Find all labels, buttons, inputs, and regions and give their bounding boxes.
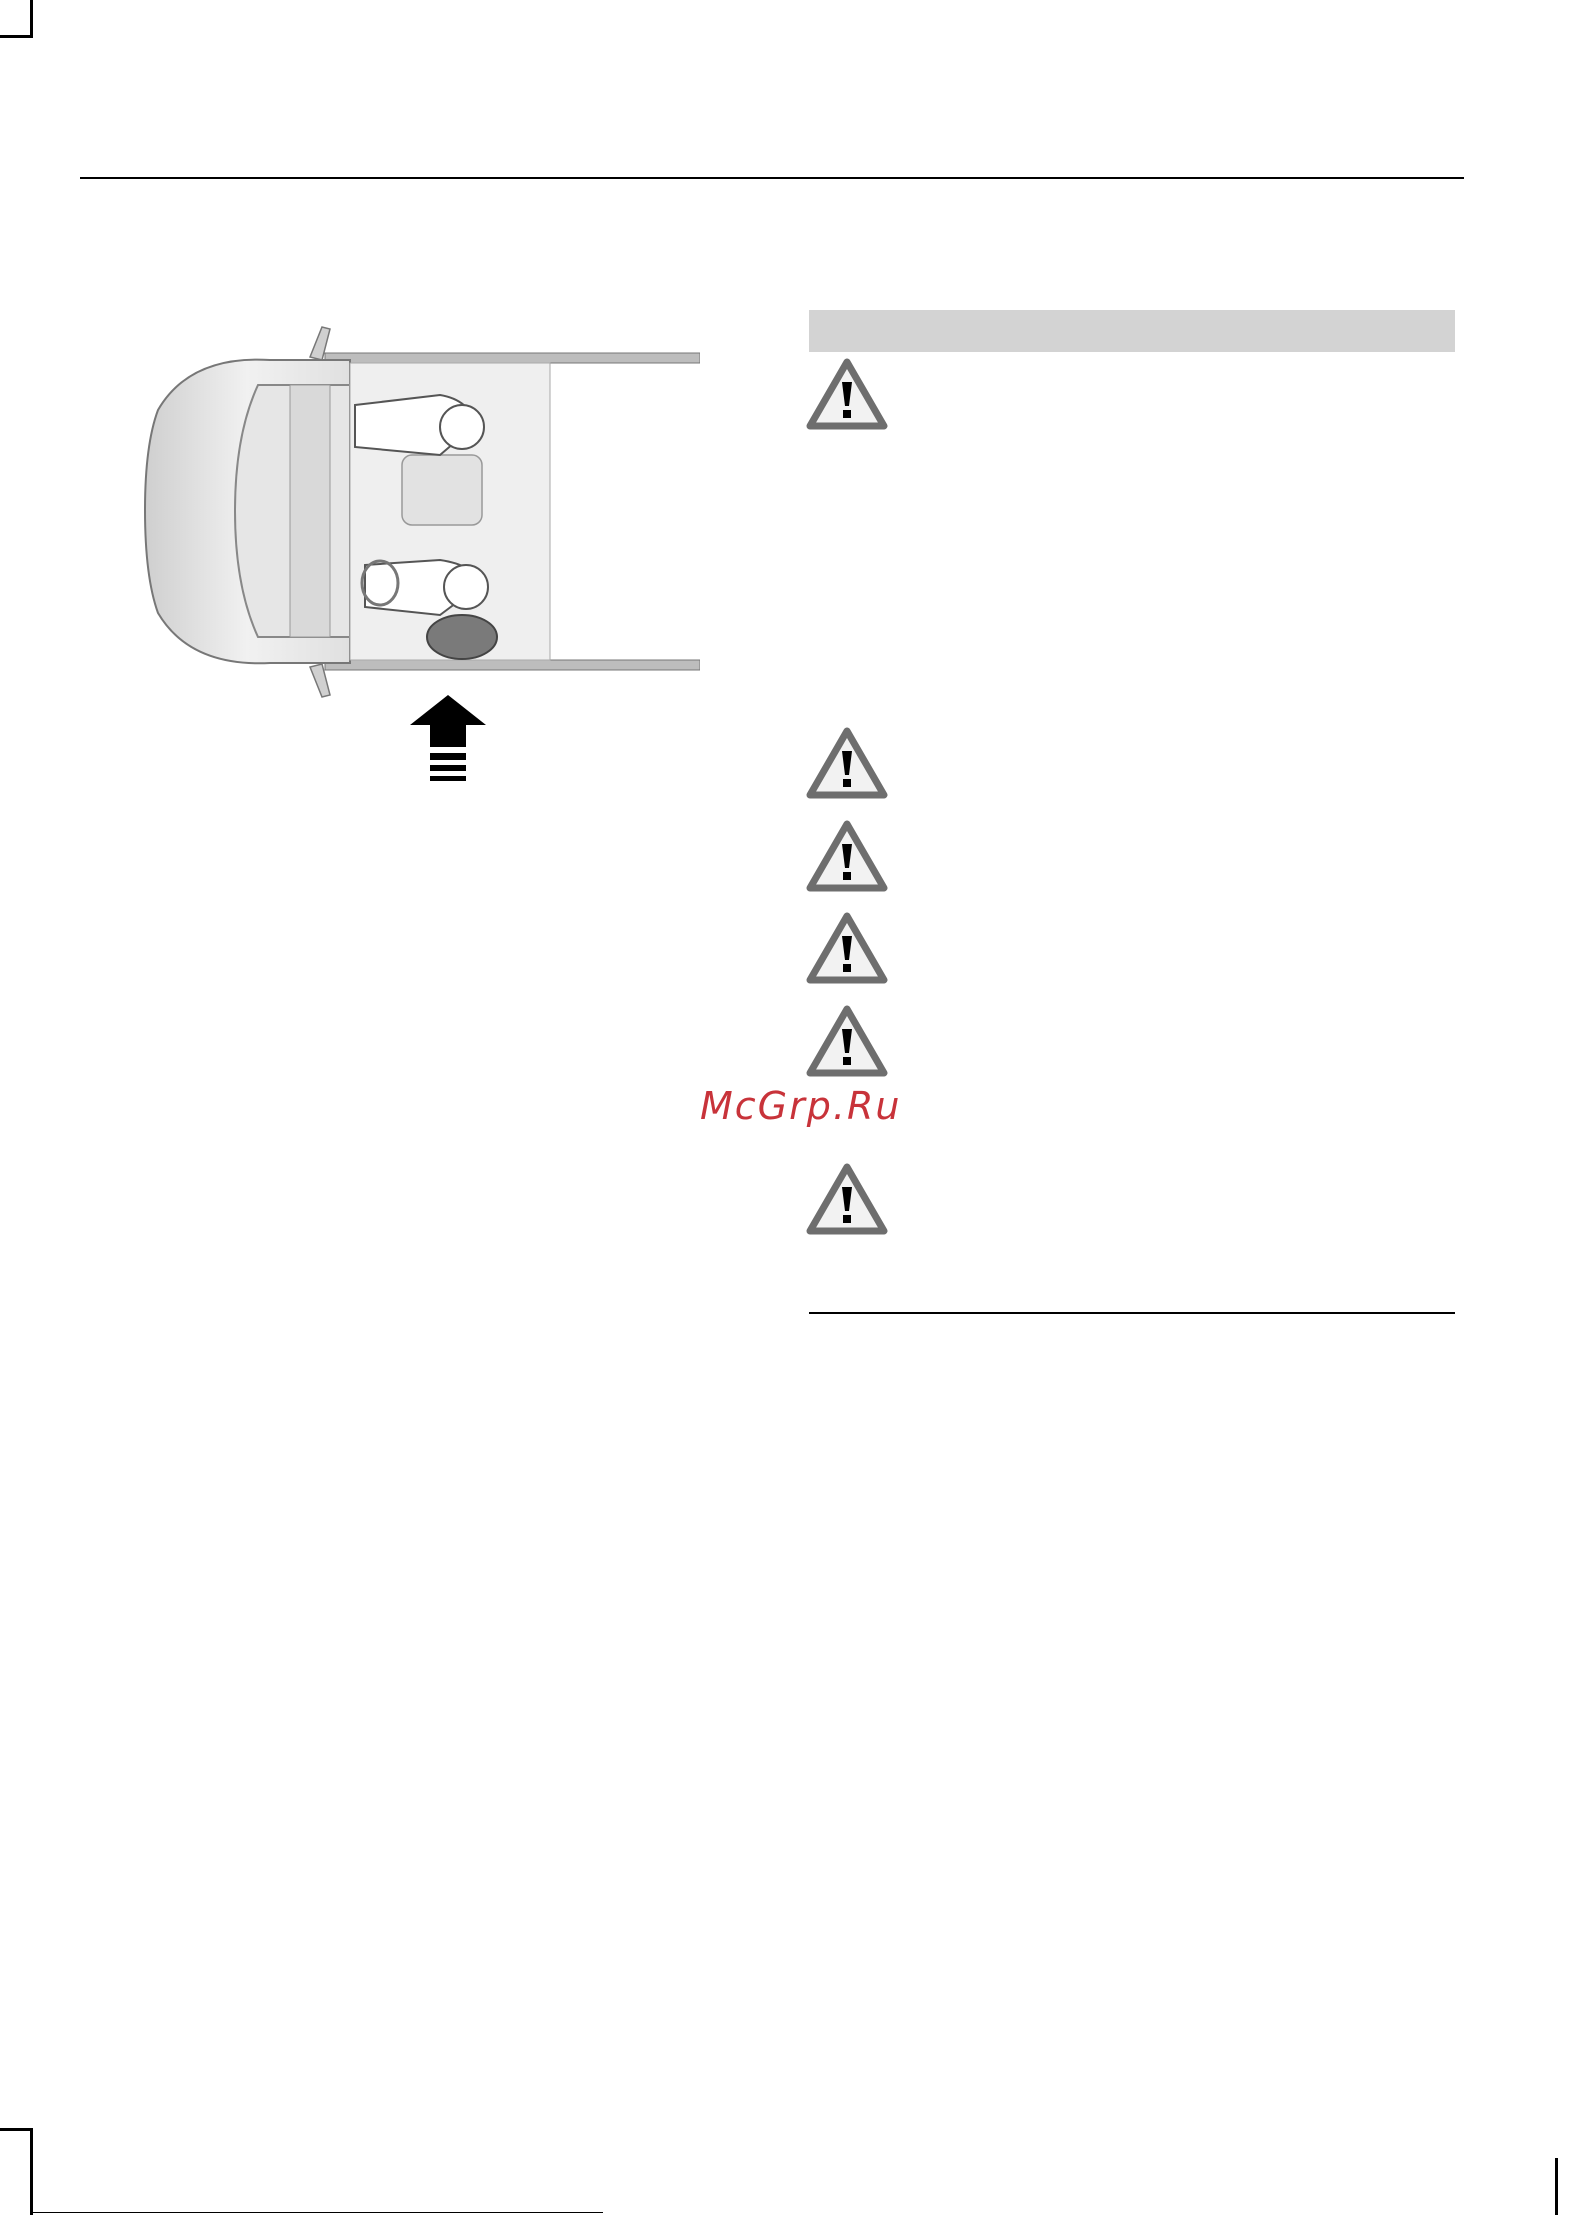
header-rule <box>80 177 1464 179</box>
crop-mark-top-left-h <box>0 35 33 38</box>
section-end-rule <box>809 1312 1455 1314</box>
warning-triangle-icon <box>806 1163 888 1235</box>
section-header-bar <box>809 310 1455 352</box>
warning-triangle-icon <box>806 358 888 430</box>
watermark: McGrp.Ru <box>700 1084 902 1128</box>
crop-mark-bottom-right-v <box>1555 2158 1558 2215</box>
warning-triangle-icon <box>806 1005 888 1077</box>
warning-triangle-icon <box>806 727 888 799</box>
warning-triangle-icon <box>806 820 888 892</box>
crop-mark-bottom-left-v <box>30 2128 33 2215</box>
crop-mark-bottom-line <box>33 2212 603 2213</box>
crop-mark-bottom-left-h <box>0 2128 33 2131</box>
crop-mark-top-left-v <box>30 0 33 38</box>
arrow-up-icon <box>410 695 486 790</box>
warning-triangle-icon <box>806 912 888 984</box>
